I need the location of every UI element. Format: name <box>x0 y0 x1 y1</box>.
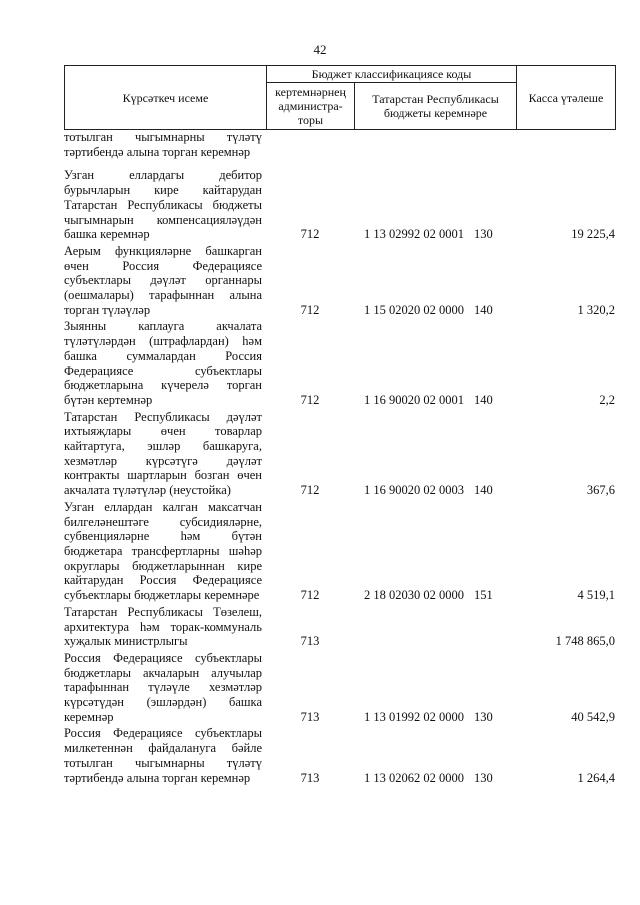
row-admin: 712 <box>300 302 320 317</box>
header-republic-revenues: Татарстан Республикасы бюджеты керемнәре <box>355 83 517 130</box>
row-amount: 367,6 <box>586 483 615 498</box>
table-row <box>64 500 615 605</box>
row-name: Россия Федерациясе субъектлары бюджетлары акчаларын алучылар тарафыннан түләүле хезмәтләр күрсәтүдән (эшләрдән) башка керемнәр <box>64 650 262 724</box>
row-subcode: 140 <box>474 392 493 407</box>
row-name: Узган еллардан калган максатчан билгеләнештәге субсидияләрне, субвенцияләрне һәм бүтән бюджетара трансфертларны шәһәр округлары бюджетларыннан кире кайтарудан Россия Федерациясе субъектлары бюджетлары керемнәре <box>64 499 262 603</box>
row-amount: 1 264,4 <box>577 770 615 785</box>
row-name: Татарстан Республикасы Төзелеш, архитектура һәм торак-коммуналь хуҗалык министрлыгы <box>64 604 262 649</box>
row-code: 1 16 90020 02 0003 <box>364 483 464 498</box>
row-name: тотылган чыгымнарны түләтү тәртибендә алына торган керемнәр <box>64 130 262 159</box>
table-body <box>64 130 615 787</box>
page-number: 42 <box>313 42 327 57</box>
row-admin: 713 <box>300 770 320 785</box>
row-name: Россия Федерациясе субъектлары милкетеннән файдалануга бәйле тотылган чыгымнарны түләтү тәртибендә алына торган керемнәр <box>64 726 262 785</box>
row-admin: 712 <box>300 227 320 242</box>
row-subcode: 130 <box>474 770 493 785</box>
table-row <box>64 651 615 727</box>
row-amount: 19 225,4 <box>571 227 615 242</box>
row-admin: 712 <box>300 483 320 498</box>
row-code: 1 13 02062 02 0000 <box>364 770 464 785</box>
header-budget-classification-code: Бюджет классификациясе коды <box>267 66 517 83</box>
header-cash-execution: Касса үтәлеше <box>517 66 616 130</box>
row-admin: 713 <box>300 709 320 724</box>
table-row <box>64 410 615 500</box>
row-amount: 4 519,1 <box>577 588 615 603</box>
row-name: Татарстан Республикасы дәүләт ихтыяҗлары өчен товарлар кайтартуга, эшләр башкаруга, хезмәтләр күрсәтүгә дәүләт контракты шартларын бозган өчен акчалата түләтүләр (неустойка) <box>64 409 262 498</box>
row-name: Аерым функцияләрне башкарган өчен Россия Федерациясе субъектлары дәүләт органнары (оешмалары) тарафыннан алына торган түләүләр <box>64 243 262 317</box>
row-amount: 2,2 <box>599 392 615 407</box>
row-amount: 40 542,9 <box>571 709 615 724</box>
row-admin: 713 <box>300 634 320 649</box>
table-row <box>64 244 615 320</box>
row-code: 1 16 90020 02 0001 <box>364 392 464 407</box>
row-amount: 1 748 865,0 <box>555 634 615 649</box>
table-row <box>64 130 615 168</box>
table-header <box>64 65 616 130</box>
row-name: Зыянны каплауга акчалата түләтүләрдән (штрафлардан) һәм башка суммалардан Россия Федерациясе субъектлары бюджетларына күчерелә торган бүтән кертемнәр <box>64 319 262 407</box>
row-admin: 712 <box>300 588 320 603</box>
table-row <box>64 168 615 244</box>
row-admin: 712 <box>300 392 320 407</box>
row-subcode: 151 <box>474 588 493 603</box>
row-code: 1 13 02992 02 0001 <box>364 227 464 242</box>
table-row <box>64 605 615 651</box>
header-administrator: кертемнәрнең администра-торы <box>267 83 355 130</box>
row-subcode: 140 <box>474 483 493 498</box>
row-subcode: 130 <box>474 709 493 724</box>
table-row <box>64 319 615 409</box>
row-code: 1 15 02020 02 0000 <box>364 302 464 317</box>
row-subcode: 140 <box>474 302 493 317</box>
row-code: 2 18 02030 02 0000 <box>364 588 464 603</box>
row-subcode: 130 <box>474 227 493 242</box>
row-amount: 1 320,2 <box>577 302 615 317</box>
row-name: Узган еллардагы дебитор бурычларын кире кайтарудан Татарстан Республикасы бюджеты чыгымнарын компенсацияләүдән башка керемнәр <box>64 168 262 242</box>
row-code: 1 13 01992 02 0000 <box>364 709 464 724</box>
table-row <box>64 726 615 787</box>
header-indicator-name: Күрсәткеч исеме <box>65 66 267 130</box>
